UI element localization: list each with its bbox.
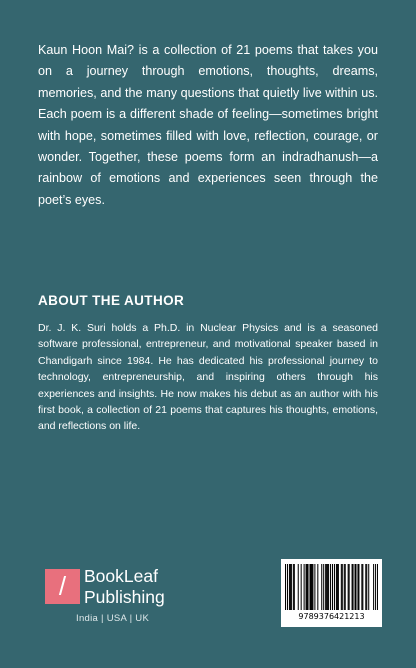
barcode-bar [290,564,291,610]
barcode-bar [289,564,290,610]
barcode-bar [349,564,350,610]
barcode-bar [355,564,356,610]
barcode-bar [373,564,374,610]
barcode-bar [325,564,326,610]
about-author-heading: ABOUT THE AUTHOR [38,293,185,308]
barcode-bar [304,564,305,610]
barcode-bar [328,564,329,610]
barcode-bar [375,564,376,610]
barcode-bar [330,564,331,610]
barcode-bar [368,564,369,610]
barcode-bar [327,564,328,610]
barcode-bar [336,564,337,610]
barcode-bar [309,564,310,610]
barcode-bar [287,564,288,610]
publisher-name-line2: Publishing [84,587,165,607]
barcode-bar [321,564,322,610]
barcode-bar [307,564,308,610]
barcode-bar [358,564,359,610]
barcode-bar [294,564,295,610]
barcode-bar [348,564,349,610]
barcode-bar [326,564,327,610]
publisher-countries: India | USA | UK [76,613,150,624]
barcode-bar [344,564,345,610]
barcode-bar [291,564,292,610]
barcode-bar [342,564,343,610]
publisher-slash-icon: / [45,569,80,604]
barcode-bar [308,564,309,610]
barcode-bar [353,564,354,610]
barcode-bar [314,564,315,610]
barcode-bar [361,564,362,610]
barcode-bar [337,564,338,610]
barcode-bar [323,564,324,610]
isbn-barcode [281,559,382,627]
barcode-bar [366,564,367,610]
publisher-logo [45,565,205,635]
barcode-bar [312,564,313,610]
barcode-bar [352,564,353,610]
barcode-bar [365,564,366,610]
barcode-bar [311,564,312,610]
barcode-bar [362,564,363,610]
barcode-bar [310,564,311,610]
barcode-bar [377,564,378,610]
barcode-bar [334,564,335,610]
barcode-bar [301,564,302,610]
publisher-name-line1: BookLeaf [84,566,158,586]
barcode-bar [338,564,339,610]
book-blurb: Kaun Hoon Mai? is a collection of 21 poems that takes you on a journey through emotions, thoughts, dreams, memories, and the many questions that quietly live within us. Each poem is a different shade of feeling—sometimes bright with hope, sometimes filled with love, reflection, courage, or wonder. Together, these poems form an indradhanush—a rainbow of emotions and experiences seen through the poet’s eyes. [38,43,378,207]
publisher-name [84,566,165,608]
isbn-number: 9789376421213 [298,612,365,621]
barcode-bar [345,564,346,610]
barcode-bar [357,564,358,610]
barcode-bar [285,564,286,610]
about-author-text: Dr. J. K. Suri holds a Ph.D. in Nuclear Physics and is a seasoned software professional, entrepreneur, and motivational speaker based in Chandigarh since 1984. He has dedicated his professional journey to technology, entrepreneurship, and inspiring others through his experiences and insights. He now makes his debut as an author with his first book, a collection of 21 poems that captures his thoughts, emotions, and reflections on life. [38,322,378,433]
barcode-bar [317,564,318,610]
barcode-bar [355,564,356,610]
barcode-bar [306,564,307,610]
barcode-bar [298,564,299,610]
barcode-bar [293,564,294,610]
barcode-bar [341,564,342,610]
barcode-bars [285,564,378,610]
barcode-bar [332,564,333,610]
